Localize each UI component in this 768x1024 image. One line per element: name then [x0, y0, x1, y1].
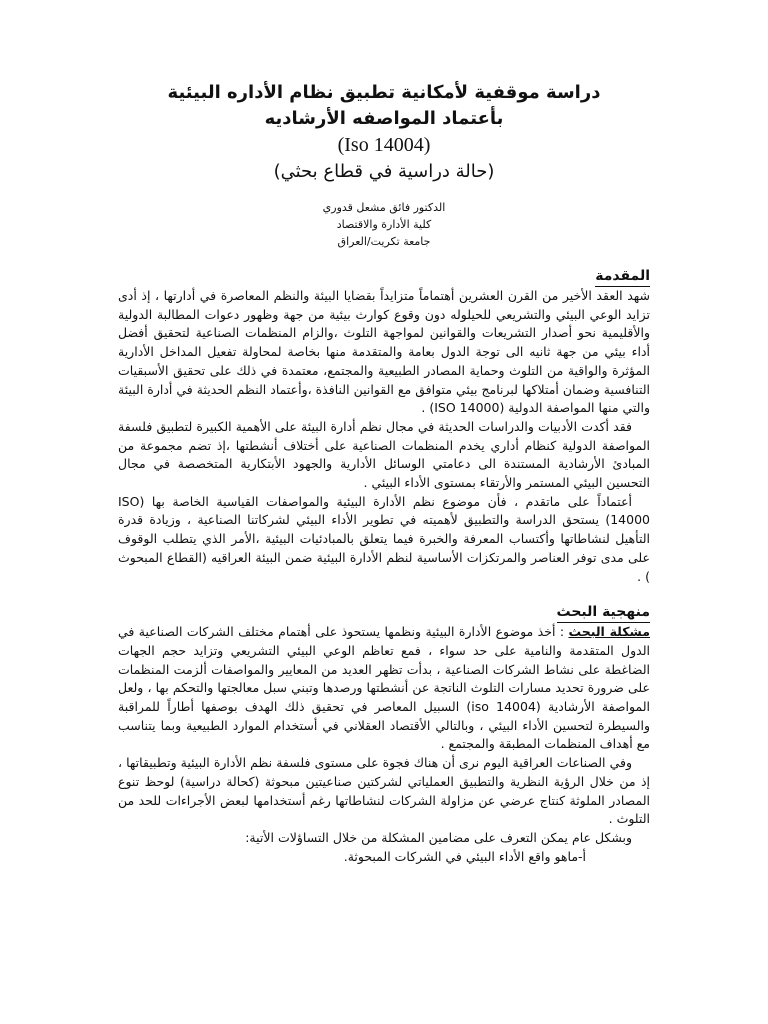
- methodology-paragraph-2: وبشكل عام يمكن التعرف على مضامين المشكلة من خلال التساؤلات الأتية:: [245, 829, 632, 845]
- introduction-paragraph-2: فقد أكدت الأدبيات والدراسات الحديثة في مجال نظم أدارة البيئة على الأهمية الكبيرة لتطبيق فلسفة المواصفة الدولية كنظام أداري يخدم المنظمات الصناعية على أختلاف أنشطتها ،إذ تضم مجموعة من المبادئ الأرشادية المستندة الى دعامتي الوسائل الأدارية والجهود الأبتكارية المتخصصة في مجال التحسين البيئي المستمر والأرتقاء بمستوى الأداء البيئي .: [118, 418, 650, 491]
- question-list-item: أ-ماهو واقع الأداء البيئي في الشركات المبحوثة.: [343, 848, 586, 864]
- title-line-4: (حالة دراسية في قطاع بحثي): [273, 161, 495, 182]
- introduction-heading: المقدمة: [595, 266, 650, 287]
- author-university: جامعة تكريت/العراق: [337, 235, 431, 248]
- methodology-heading: منهجية البحث: [557, 602, 650, 623]
- standard-code: (Iso 14004): [337, 134, 431, 156]
- problem-paragraph: [118, 623, 650, 754]
- title-line-2: بأعتماد المواصفه الأرشاديه: [264, 108, 504, 129]
- introduction-section: [118, 250, 650, 586]
- title-line-1: دراسة موقفية لأمكانية تطبيق نظام الأداره البيئية: [167, 82, 601, 103]
- methodology-paragraph-1: وفي الصناعات العراقية اليوم نرى أن هناك فجوة على مستوى فلسفة نظم الأدارة البيئية وتطبيقاتها ، إذ من خلال الرؤية النظرية والتطبيق العملياتي لشركتين صناعيتين مبحوثة (كحالة دراسية) لوحظ تنوع المصادر الملوثة كنتاج عرضي عن مزاولة الشركات لنشاطاتها رغم أستخدامها لبعض الأجراءات للحد من التلوث .: [118, 755, 650, 827]
- problem-text: : أخذ موضوع الأدارة البيئية ونظمها يستحوذ على أهتمام مختلف الشركات الصناعية في الدول المتقدمة والنامية على حد سواء ، فمع تعاظم الوعي البيئي التشريعي وتزايد حجم الجهات الضاغطة على نشاط الشركات الصناعية ، بدأت تظهر العديد من المعايير والمواصفات ألزمت المنظمات على ضرورة تحديد مسارات التلوث الناتجة عن أنشطتها ورصدها وتبني سبل معالجتها والتحكم بها ، ولعل المواصفة الأرشادية (iso 14004) السبيل المعاصر في تحقيق ذلك الهدف بوصفها أطاراً للمراقبة والسيطرة لتحسين الأداء البيئي ، وبالتالي الأقتصاد العقلاني في أستخدام الموارد الطبيعية وبما يتناسب مع أهداف المنظمات المطبقة والمجتمع .: [118, 624, 650, 752]
- author-block: [118, 199, 650, 250]
- introduction-paragraph-3: أعتماداً على ماتقدم ، فأن موضوع نظم الأدارة البيئية والمواصفات القياسية الخاصة بها (ISO 14000) يستحق الدراسة والتطبيق لأهميته في تطوير الأداء البيئي لشركاتنا الصناعية ، وزيادة قدرة التأهيل لنشاطاتها وأكتساب المعرفة والخبرة فيما يتعلق بالمبادئيات البيئية ،الأمر الذي يتطلب الوقوف على مدى توفر العناصر والمرتكزات الأساسية لنظم الأدارة البيئية ضمن البيئة العراقيه (القطاع المبحوث ) .: [118, 493, 650, 584]
- problem-label: مشكلة البحث: [568, 624, 650, 640]
- title-block: [118, 80, 650, 185]
- title-line-3: [118, 132, 650, 159]
- methodology-section: [118, 586, 650, 866]
- introduction-paragraph-1: شهد العقد الأخير من القرن العشرين أهتماماً متزايداً بقضايا البيئة والنظم المعاصرة في أدارتها ، إذ أدى تزايد الوعي البيئي والتشريعي للحيلوله دون وقوع كوارث بيئية من جهة وظهور دعوات المطالبة الدولية والأقليمية نحو أصدار التشريعات والقوانين لمواجهة التلوث ،والزام المنظمات الصناعية لتحقيق أفضل أداء بيئي من جهة ثانيه الى توجة الدول بعامة والمتقدمة منها بخاصة لمحاولة تفعيل المداخل الأدارية المؤثرة والواقية من التلوث وحماية المصادر الطبيعية والمجتمع، معتمدة في ذلك على تحقيق الأسبقيات التنافسية وضمان أمتلاكها لبرنامج بيئي متوافق مع القوانين النافذة ،وأعتماد النظم الحديثة في أدارة البيئة والتي منها المواصفة الدولية (ISO 14000) .: [118, 288, 650, 416]
- author-name: الدكتور فائق مشعل قدوري: [322, 201, 446, 214]
- author-college: كلية الأدارة والاقتصاد: [336, 218, 432, 231]
